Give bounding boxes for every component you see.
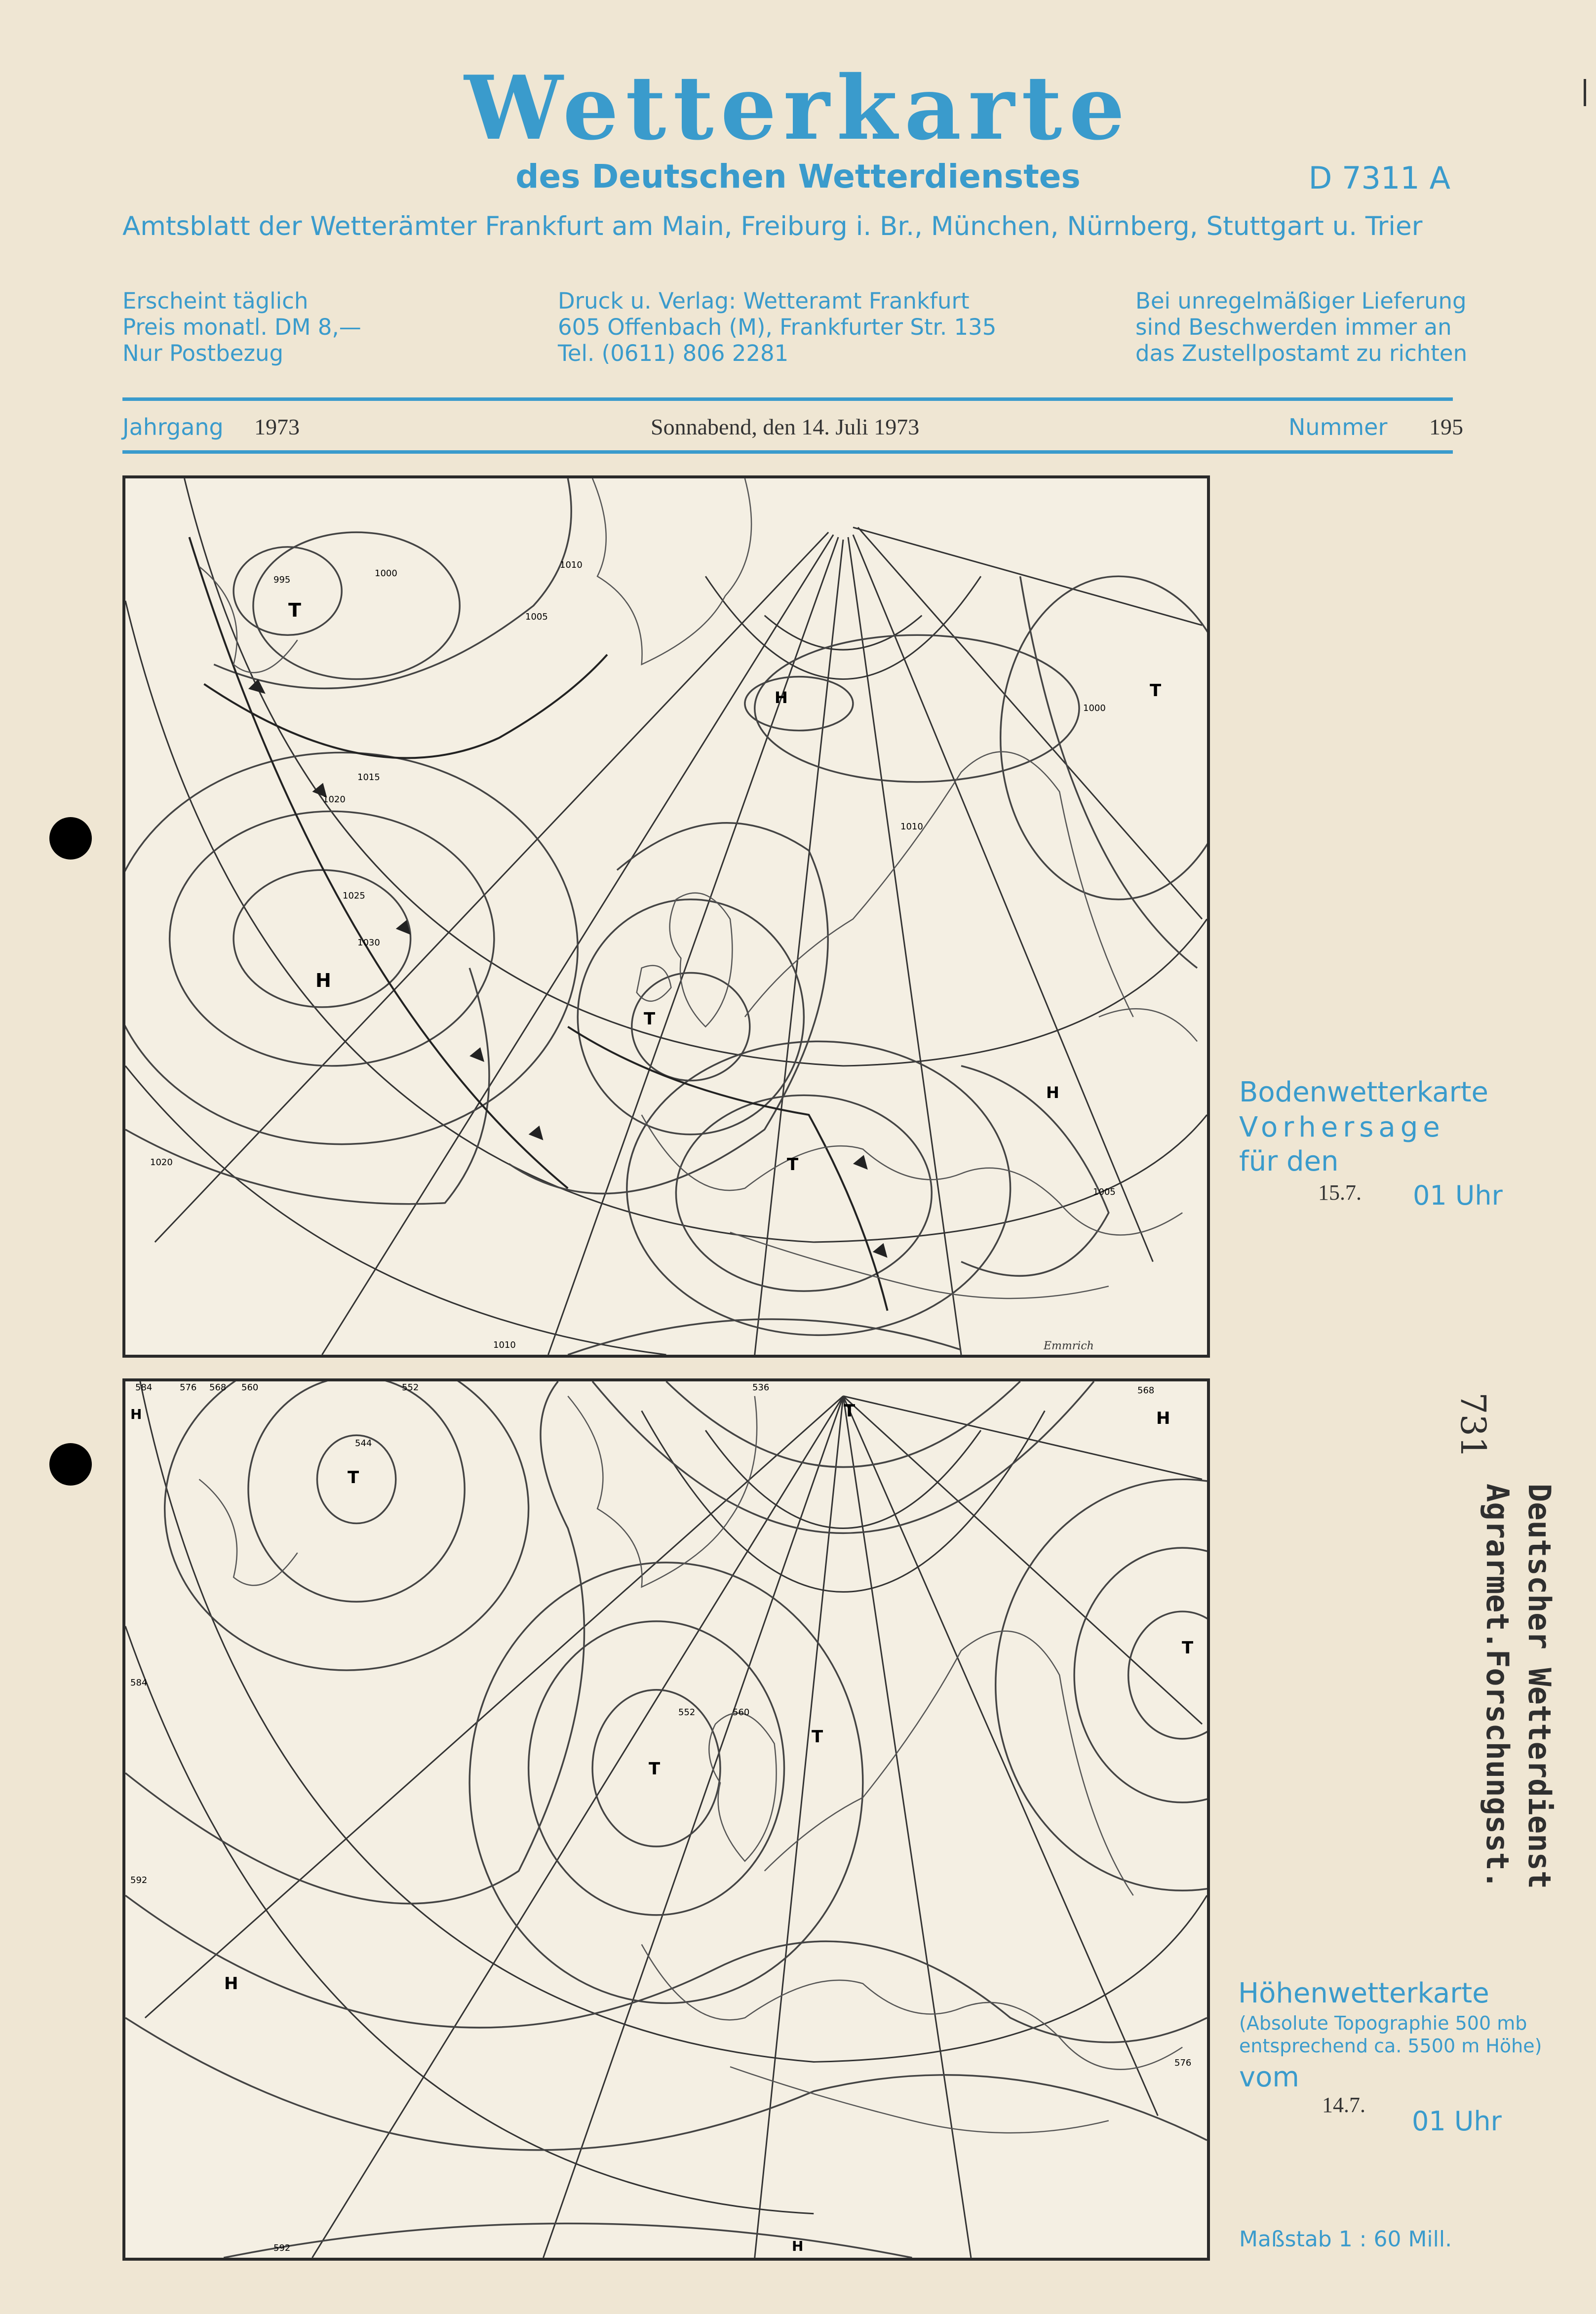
info-line: sind Beschwerden immer an xyxy=(1135,314,1452,340)
contour-label: 584 xyxy=(135,1382,153,1393)
contour-label: 576 xyxy=(180,1382,197,1393)
pressure-low-label: T xyxy=(1182,1638,1194,1658)
pressure-low-label: T xyxy=(844,1401,856,1421)
upper-map-description-line: (Absolute Topographie 500 mb xyxy=(1239,2012,1527,2034)
isobar-label: 1010 xyxy=(493,1340,516,1350)
stamp-handwritten-number: 731 xyxy=(1453,1392,1493,1458)
pressure-low-label: T xyxy=(644,1009,656,1029)
upper-map-date: 14.7. xyxy=(1322,2093,1365,2117)
upper-map-description-line: entsprechend ca. 5500 m Höhe) xyxy=(1239,2035,1542,2057)
pressure-low-label: T xyxy=(288,599,301,621)
contour-label: 536 xyxy=(752,1382,770,1393)
isobar-label: 1020 xyxy=(150,1157,173,1168)
contour-label: 592 xyxy=(273,2243,291,2253)
surface-map-title: Bodenwetterkarte xyxy=(1239,1076,1489,1108)
info-line: Nur Postbezug xyxy=(122,340,284,366)
library-stamp xyxy=(1424,1392,1572,1906)
pressure-high-label: H xyxy=(1156,1409,1170,1428)
cartographer-signature: Emmrich xyxy=(1044,1340,1094,1352)
pressure-low-label: T xyxy=(1150,681,1162,701)
top-rule xyxy=(122,397,1453,401)
contour-label: 544 xyxy=(355,1438,372,1449)
surface-map-drawing xyxy=(125,478,1207,1355)
bottom-rule xyxy=(122,450,1453,454)
contour-label: 552 xyxy=(402,1382,419,1393)
isobar-label: 1005 xyxy=(1093,1187,1116,1197)
info-line: das Zustellpostamt zu richten xyxy=(1135,340,1468,366)
map-scale: Maßstab 1 : 60 Mill. xyxy=(1239,2227,1452,2252)
isobar-label: 995 xyxy=(273,575,291,585)
punch-hole xyxy=(49,817,92,860)
surface-weather-map xyxy=(122,475,1210,1358)
isobar-label: 1010 xyxy=(900,822,923,832)
surface-map-date: 15.7. xyxy=(1318,1180,1362,1205)
isobar-label: 1010 xyxy=(560,560,583,570)
pressure-high-label: H xyxy=(130,1406,142,1422)
isobar-label: 1005 xyxy=(525,612,548,622)
newspaper-title: Wetterkarte xyxy=(464,56,1132,159)
upper-air-weather-map xyxy=(122,1378,1210,2261)
publisher-info xyxy=(558,288,996,366)
official-gazette-line: Amtsblatt der Wetterämter Frankfurt am Main, Freiburg i. Br., München, Nürnberg, Stuttgart u. Trier xyxy=(122,211,1423,241)
surface-map-forecast-label: Vorhersage xyxy=(1239,1111,1445,1143)
upper-map-drawing xyxy=(125,1381,1207,2258)
contour-label: 568 xyxy=(1137,1385,1155,1396)
pressure-low-label: T xyxy=(649,1759,661,1779)
contour-label: 552 xyxy=(678,1707,696,1718)
nummer-value: 195 xyxy=(1429,414,1463,439)
upper-map-description xyxy=(1239,2012,1542,2057)
pressure-high-label: H xyxy=(1046,1083,1059,1102)
contour-label: 560 xyxy=(241,1382,259,1393)
isobar-label: 1000 xyxy=(1083,703,1106,713)
upper-map-title: Höhenwetterkarte xyxy=(1238,1977,1489,2009)
info-line: 605 Offenbach (M), Frankfurter Str. 135 xyxy=(558,314,997,340)
upper-map-time: 01 Uhr xyxy=(1412,2106,1502,2137)
nummer-label: Nummer xyxy=(1288,414,1388,440)
stamp-line-1: Deutscher Wetterdienst xyxy=(1521,1484,1557,1889)
surface-map-for-label: für den xyxy=(1239,1145,1339,1177)
jahrgang-value: 1973 xyxy=(254,414,300,439)
isobar-label: 1015 xyxy=(357,772,380,783)
delivery-info xyxy=(1135,288,1467,366)
upper-map-from-label: vom xyxy=(1239,2061,1299,2093)
pressure-high-label: H xyxy=(224,1974,238,1994)
publisher-subtitle: des Deutschen Wetterdienstes xyxy=(515,157,1081,196)
info-line: Erscheint täglich xyxy=(122,288,309,314)
pressure-high-label: H xyxy=(775,688,788,707)
isobar-label: 1025 xyxy=(343,891,365,901)
subscription-info xyxy=(122,288,361,366)
contour-label: 576 xyxy=(1174,2058,1192,2068)
stamp-line-2: Agrarmet.Forschungsst. xyxy=(1479,1484,1516,1889)
surface-map-time: 01 Uhr xyxy=(1413,1180,1503,1211)
contour-label: 584 xyxy=(130,1678,148,1688)
contour-label: 568 xyxy=(209,1382,227,1393)
pressure-low-label: T xyxy=(348,1468,359,1488)
info-line: Bei unregelmäßiger Lieferung xyxy=(1135,288,1467,314)
isobar-label: 1000 xyxy=(375,568,397,579)
issue-date: Sonnabend, den 14. Juli 1973 xyxy=(651,414,920,439)
info-line: Druck u. Verlag: Wetteramt Frankfurt xyxy=(558,288,970,314)
isobar-label: 1020 xyxy=(323,794,346,805)
isobar-label: 1030 xyxy=(357,938,380,948)
pressure-low-label: T xyxy=(812,1727,823,1747)
contour-label: 592 xyxy=(130,1875,148,1885)
pressure-high-label: H xyxy=(792,2238,804,2254)
pressure-high-label: H xyxy=(315,970,331,991)
contour-label: 560 xyxy=(733,1707,750,1718)
jahrgang-label: Jahrgang xyxy=(122,414,224,440)
pressure-low-label: T xyxy=(787,1155,799,1175)
info-line: Preis monatl. DM 8,— xyxy=(122,314,361,340)
publication-code: D 7311 A xyxy=(1308,160,1450,196)
info-line: Tel. (0611) 806 2281 xyxy=(558,340,789,366)
punch-hole xyxy=(49,1443,92,1486)
